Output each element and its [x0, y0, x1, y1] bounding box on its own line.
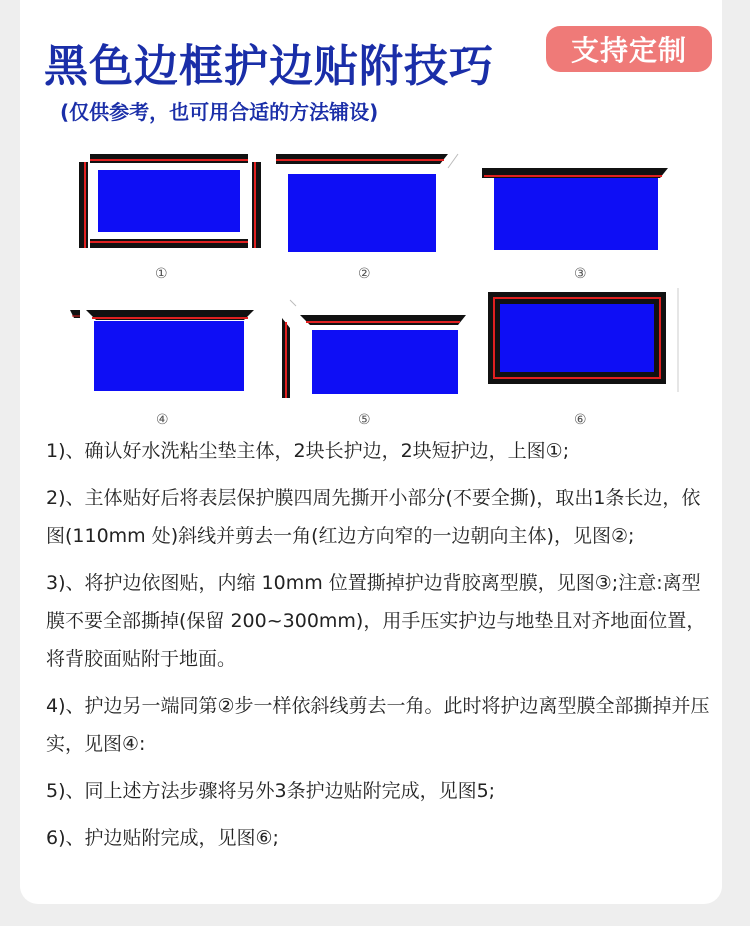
step-3: 3)、将护边依图贴，内缩 10mm 位置撕掉护边背胶离型膜，见图③;注意:离型膜不要全部撕掉(保留 200~300mm)，用手压实护边与地垫且对齐地面位置，将背胶面贴附于地面。	[46, 572, 706, 670]
customize-badge[interactable]: 支持定制	[546, 26, 712, 72]
step-6: 6)、护边贴附完成，见图⑥;	[46, 827, 279, 849]
figure-label-2: ②	[358, 266, 371, 282]
step-4: 4)、护边另一端同第②步一样依斜线剪去一角。此时将护边离型膜全部撕掉并压实，见图④:	[46, 695, 710, 755]
step-5: 5)、同上述方法步骤将另外3条护边贴附完成，见图5;	[46, 780, 496, 802]
figure-label-4: ④	[156, 412, 169, 428]
instruction-steps	[46, 432, 716, 866]
figure-label-5: ⑤	[358, 412, 371, 428]
figure-label-3: ③	[574, 266, 587, 282]
page-title: 黑色边框护边贴附技巧	[44, 41, 494, 92]
step-2: 2)、主体贴好后将表层保护膜四周先撕开小部分(不要全撕)，取出1条长边，依图(110mm 处)斜线并剪去一角(红边方向窄的一边朝向主体)，见图②;	[46, 487, 701, 547]
figure-label-6: ⑥	[574, 412, 587, 428]
figure-label-1: ①	[155, 266, 168, 282]
page-subtitle: (仅供参考，也可用合适的方法铺设)	[60, 100, 379, 124]
step-1: 1)、确认好水洗粘尘垫主体，2块长护边，2块短护边，上图①;	[46, 440, 570, 462]
